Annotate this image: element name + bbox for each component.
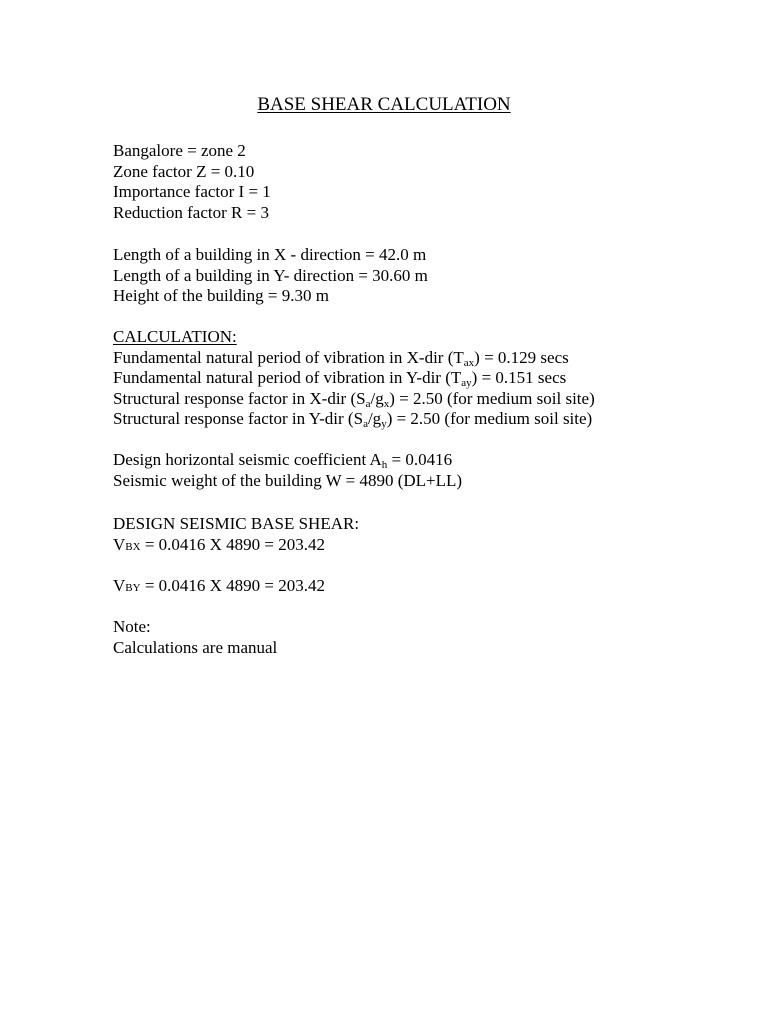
note-section [113, 617, 733, 658]
vby-subscript: BY [125, 582, 141, 594]
response-x-subscript-x: x [383, 397, 390, 410]
location-zone: Bangalore = zone 2 [113, 141, 246, 160]
period-y-subscript: ay [461, 377, 472, 390]
seismic-parameters [113, 450, 733, 491]
seismic-weight: Seismic weight of the building W = 4890 (DL+LL) [113, 470, 463, 490]
response-y-subscript-y: y [381, 418, 387, 431]
length-x-direction: Length of a building in X - direction = 42.0 m [113, 245, 427, 264]
importance-factor: Importance factor I = 1 [113, 182, 271, 202]
response-y-mid: /g [367, 409, 382, 429]
reduction-factor: Reduction factor R = 3 [113, 202, 269, 222]
note-label: Note: [113, 617, 151, 636]
length-y-direction: Length of a building in Y- direction = 30.60 m [113, 265, 428, 285]
building-height: Height of the building = 9.30 m [113, 286, 329, 306]
vbx-prefix: V [113, 534, 126, 554]
response-y-subscript-a: a [363, 418, 368, 431]
vby-block [113, 576, 733, 597]
vbx-subscript: BX [125, 540, 141, 553]
vby-suffix: = 0.0416 X 4890 = 203.42 [140, 576, 326, 595]
response-x-prefix: Structural response factor in X-dir (S [113, 388, 366, 408]
input-parameters [113, 141, 733, 223]
base-shear-heading: DESIGN SEISMIC BASE SHEAR: [113, 514, 360, 533]
response-x-mid: /g [370, 388, 384, 408]
vby-line [113, 576, 733, 597]
seismic-coefficient-line [113, 450, 733, 471]
vbx-line [113, 535, 733, 556]
period-x-subscript: ax [463, 356, 475, 369]
base-shear-section [113, 514, 733, 555]
response-x-line [113, 389, 733, 410]
period-y-suffix: ) = 0.151 secs [471, 368, 567, 388]
period-x-prefix: Fundamental natural period of vibration in X-dir (T [113, 347, 464, 367]
note-text: Calculations are manual [113, 637, 278, 657]
zone-factor: Zone factor Z = 0.10 [113, 161, 255, 181]
document-title: BASE SHEAR CALCULATION [257, 94, 511, 115]
period-y-prefix: Fundamental natural period of vibration in Y-dir (T [113, 368, 462, 388]
seismic-coefficient-suffix: = 0.0416 [387, 450, 453, 469]
response-y-line [113, 409, 733, 430]
response-y-prefix: Structural response factor in Y-dir (S [113, 409, 364, 429]
seismic-coefficient-subscript: h [381, 459, 388, 471]
period-y-line [113, 368, 733, 389]
building-dimensions [113, 245, 733, 307]
period-x-suffix: ) = 0.129 secs [474, 347, 569, 367]
period-x-line [113, 348, 733, 369]
seismic-coefficient-prefix: Design horizontal seismic coefficient A [113, 450, 382, 469]
vbx-suffix: = 0.0416 X 4890 = 203.42 [140, 534, 326, 554]
calculation-section [113, 327, 733, 430]
response-x-suffix: ) = 2.50 (for medium soil site) [389, 388, 595, 408]
calculation-heading: CALCULATION: [113, 327, 237, 346]
response-x-subscript-a: a [365, 397, 371, 410]
response-y-suffix: ) = 2.50 (for medium soil site) [386, 409, 593, 429]
vby-prefix: V [113, 576, 126, 595]
